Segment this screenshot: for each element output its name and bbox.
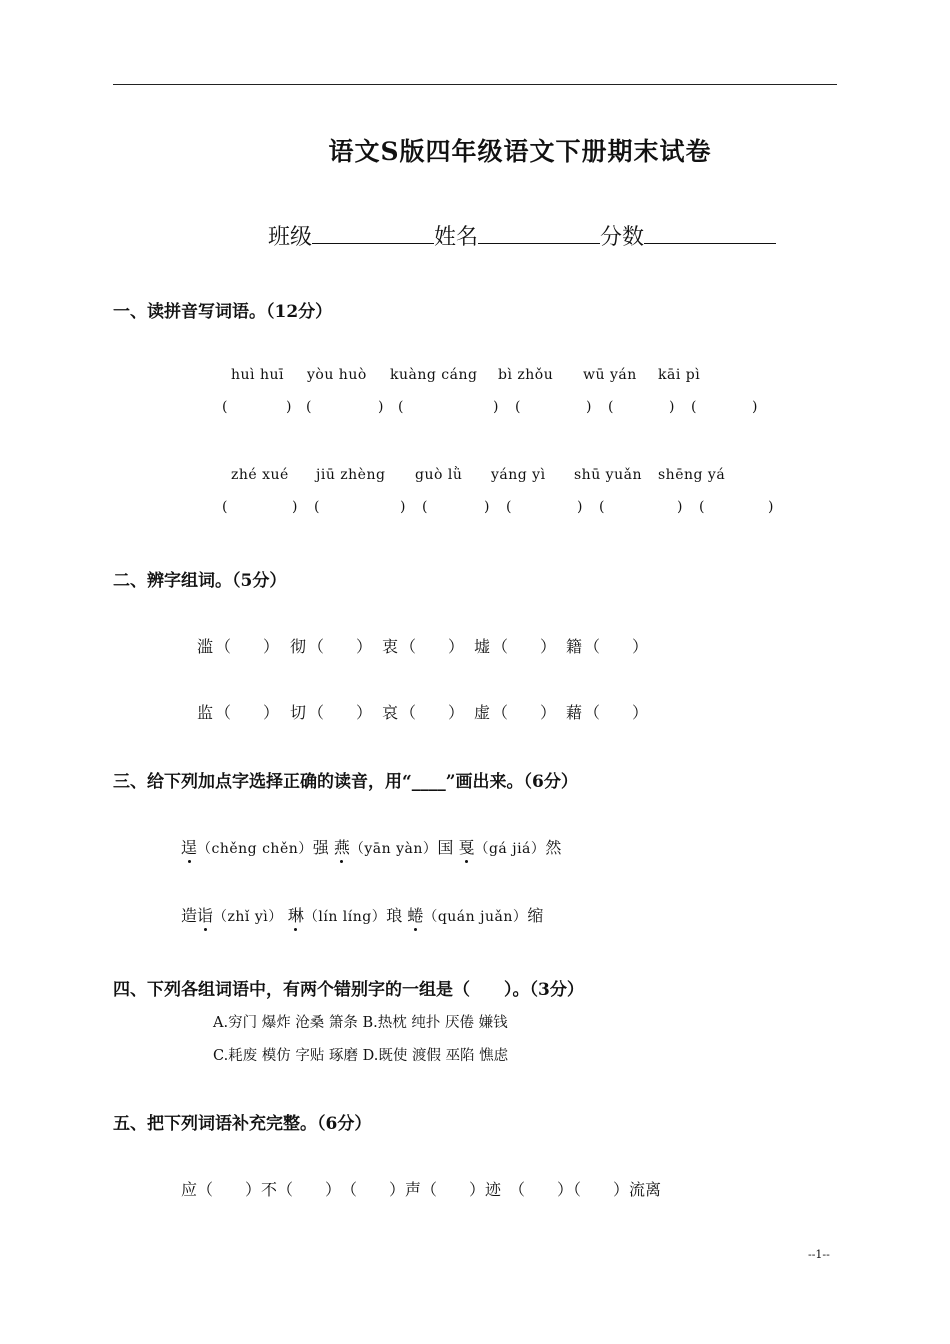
pinyin-item: kāi pì [658,367,701,383]
options-line-2: C.耗废 模仿 字贴 琢磨 D.既使 渡假 巫陷 憔虑 [213,1048,509,1064]
char-item: 哀 [382,703,399,722]
pinyin-item: jiū zhèng [316,467,386,483]
char-item: 切 [290,703,307,722]
pinyin-item: shū yuǎn [574,467,642,483]
pinyin-item: zhé xué [231,467,289,483]
pinyin-item: kuàng cáng [390,367,478,383]
section-5-heading: 五、把下列词语补充完整。（6分） [113,1114,372,1134]
student-info-line [268,220,776,251]
section-1-heading: 一、读拼音写词语。（12分） [113,302,333,322]
header-rule [113,84,837,85]
pinyin-item: guò lǜ [415,467,463,483]
char-item: 滥 [197,637,214,656]
class-label: 班级 [268,225,313,250]
char-item: 藉 [566,703,583,722]
pinyin-item: bì zhǒu [498,367,554,383]
section-2-heading: 二、辨字组词。（5分） [113,571,287,591]
section-3-heading: 三、给下列加点字选择正确的读音，用“____”画出来。（6分） [113,772,578,792]
name-field[interactable] [478,221,600,244]
class-field[interactable] [312,221,434,244]
pinyin-item: yòu huò [307,367,367,383]
pinyin-item: huì huī [231,367,284,383]
char-item: 监 [197,703,214,722]
pronunciation-line-2: 造诣（zhǐ yì） 琳（lín líng）琅 蜷（quán juǎn）缩 [181,906,544,925]
char-item: 虚 [474,703,491,722]
pinyin-item: shēng yá [658,467,726,483]
page-number: --1-- [808,1248,830,1261]
options-line-1: A.穷门 爆炸 沧桑 箫条 B.热枕 纯扑 厌倦 嫌钱 [213,1015,508,1031]
score-label: 分数 [600,225,645,250]
name-label: 姓名 [434,225,479,250]
idiom-fill-line: 应（ ）不（ ） （ ）声（ ）迹 （ ）（ ）流离 [181,1180,662,1199]
char-item: 衷 [382,637,399,656]
char-item: 籍 [566,637,583,656]
pinyin-item: yáng yì [491,467,546,483]
page-title: 语文S版四年级语文下册期末试卷 [328,137,712,166]
pinyin-item: wū yán [583,367,637,383]
char-item: 墟 [474,637,491,656]
score-field[interactable] [644,221,776,244]
section-4-heading: 四、下列各组词语中，有两个错别字的一组是（ ）。（3分） [113,980,584,1000]
char-item: 彻 [290,637,307,656]
pronunciation-line-1: 逞（chěng chěn）强 燕（yān yàn）国 戛（gá jiá）然 [181,838,562,857]
